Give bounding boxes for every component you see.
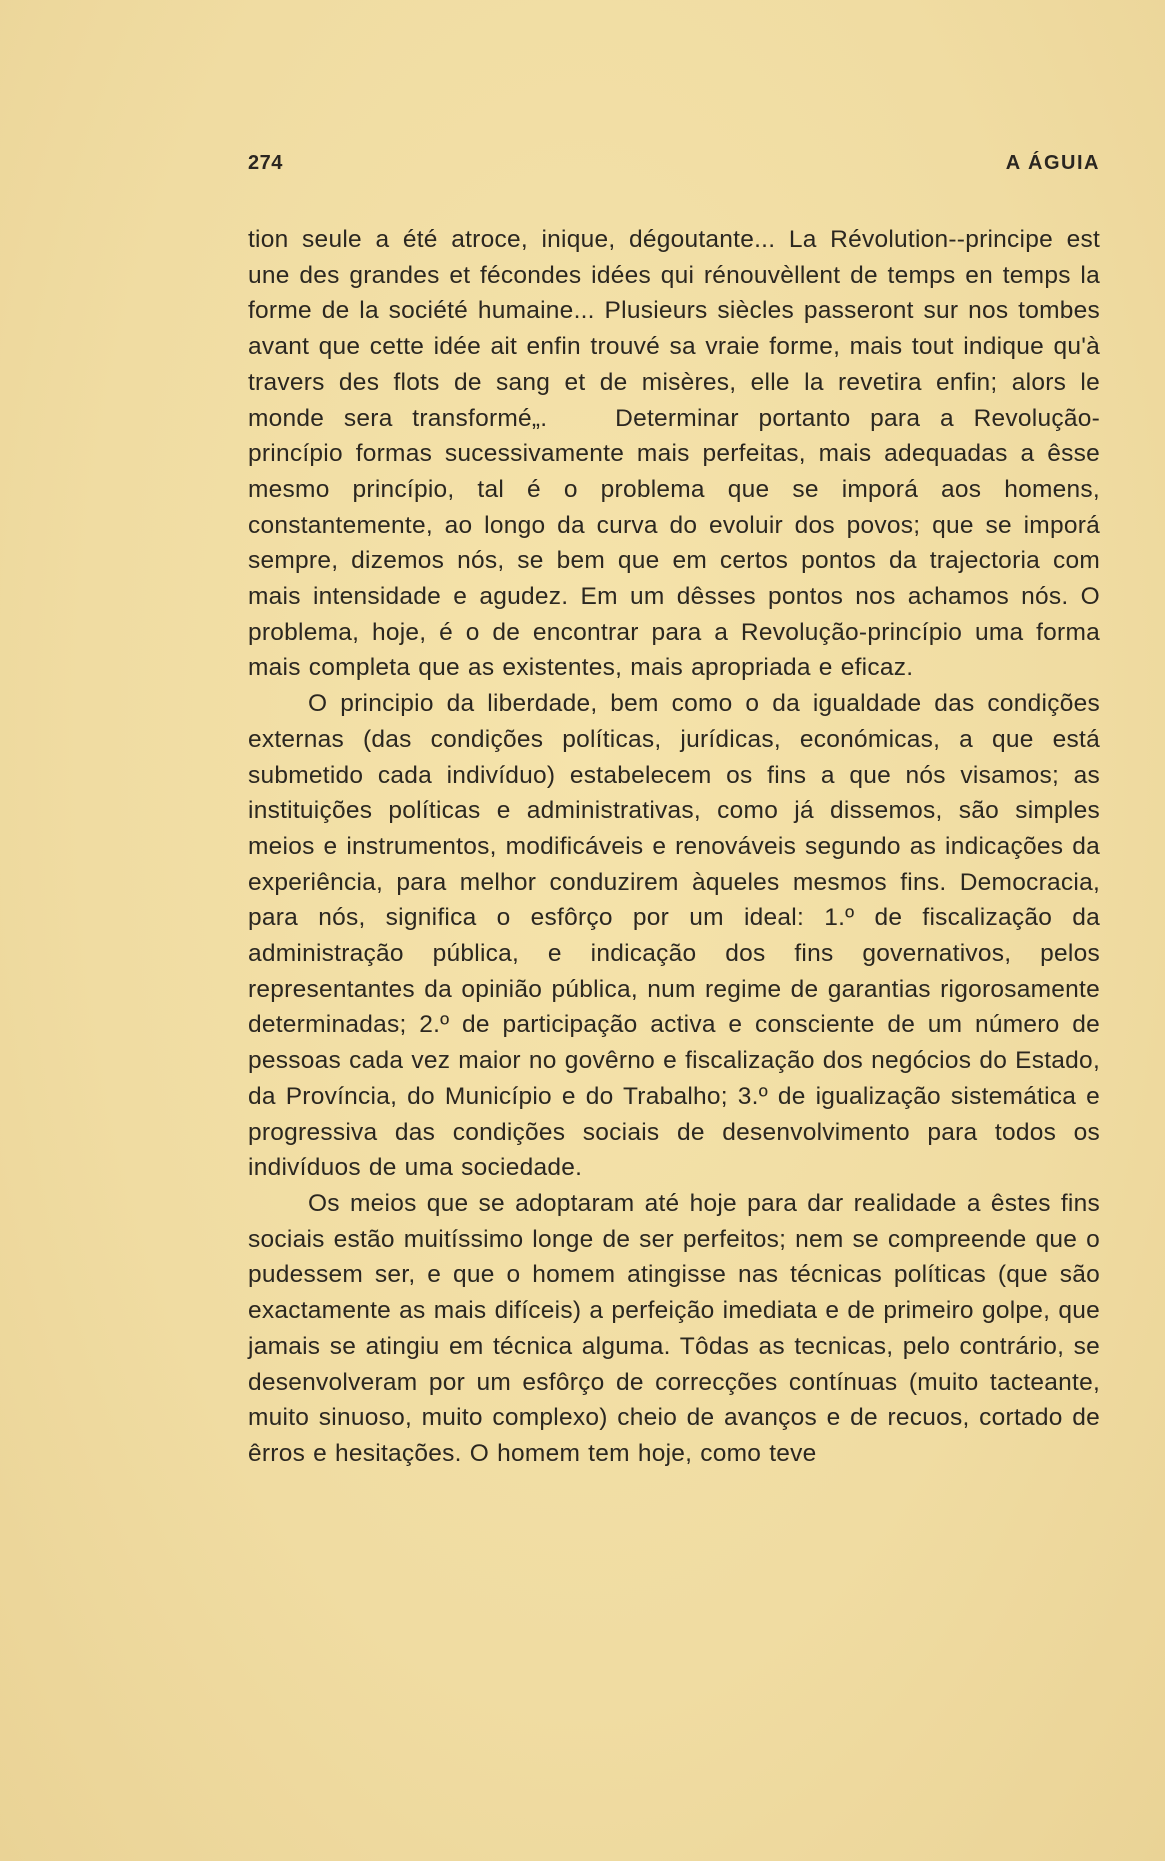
journal-title: A ÁGUIA (1005, 152, 1100, 174)
running-head (248, 152, 1100, 182)
paragraph-continued-quote: tion seule a été atroce, inique, dégoutante... La Révolution--principe est une des grandes et fécondes idées qui rénouvèllent de temps en temps la forme de la société humaine... Plusieurs siècles passeront sur nos tombes avant que cette idée ait enfin trouvé sa vraie forme, mais tout indique qu'à travers des flots de sang et de misères, elle la revetira enfin; alors le monde sera transformé„. (248, 226, 1100, 432)
paragraph-revolucao-principio: Determinar portanto para a Revolução-princípio formas sucessivamente mais perfeitas, mais adequadas a êsse mesmo princípio, tal é o problema que se imporá aos homens, constantemente, ao longo da curva do evoluir dos povos; que se imporá sempre, dizemos nós, se bem que em certos pontos da trajectoria com mais intensidade e agudez. Em um dêsses pontos nos achamos nós. O problema, hoje, é o de encontrar para a Revolução-princípio uma forma mais completa que as existentes, mais apropriada e eficaz. (248, 404, 1101, 682)
paragraph-meios-tecnicas: Os meios que se adoptaram até hoje para dar realidade a êstes fins sociais estão muitíssimo longe de ser perfeitos; nem se compreende que o pudessem ser, e que o homem atingisse nas técnicas políticas (que são exactamente as mais difíceis) a perfeição imediata e de primeiro golpe, que jamais se atingiu em técnica alguma. Tôdas as tecnicas, pelo contrário, se desenvolveram por um esfôrço de correcções contínuas (muito tacteante, muito sinuoso, muito complexo) cheio de avanços e de recuos, cortado de êrros e hesitações. O homem tem hoje, como teve (248, 1189, 1100, 1467)
paragraph-liberdade-igualdade: O principio da liberdade, bem como o da igualdade das condições externas (das condições políticas, jurídicas, económicas, a que está submetido cada indivíduo) estabelecem os fins a que nós visamos; as instituições políticas e administrativas, como já dissemos, são simples meios e instrumentos, modificáveis e renováveis segundo as indicações da experiência, para melhor conduzirem àqueles mesmos fins. Democracia, para nós, significa o esfôrço por um ideal: 1.º de fiscalização da administração pública, e indicação dos fins governativos, pelos representantes da opinião pública, num regime de garantias rigorosamente determinadas; 2.º de participação activa e consciente de um número de pessoas cada vez maior no govêrno e fiscalização dos negócios do Estado, da Província, do Município e do Trabalho; 3.º de igualização sistemática e progressiva das condições sociais de desenvolvimento para todos os indivíduos de uma sociedade. (248, 690, 1100, 1182)
page-number: 274 (248, 152, 283, 174)
body-text (248, 222, 1100, 1472)
